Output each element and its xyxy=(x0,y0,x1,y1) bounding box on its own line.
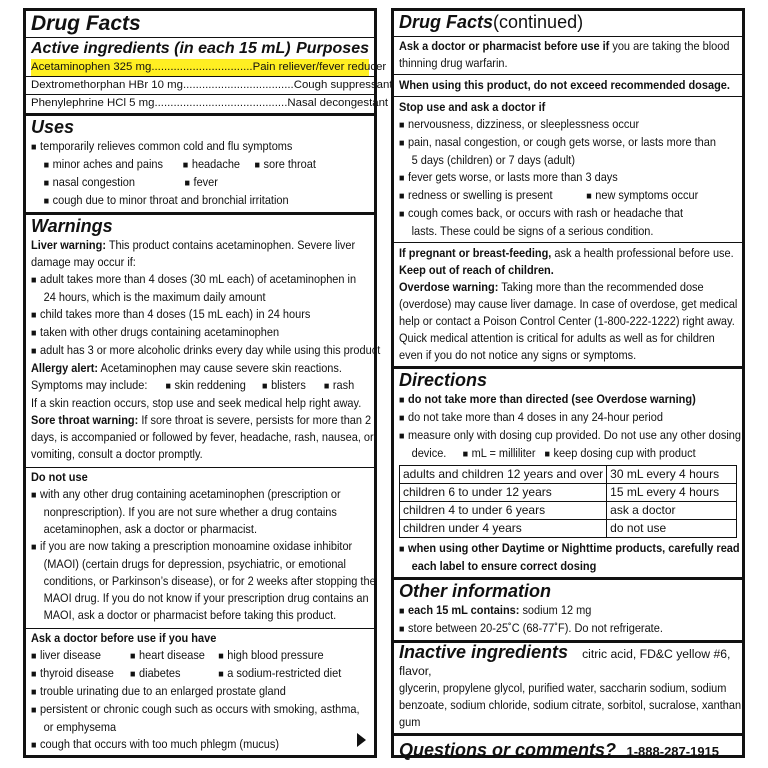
use-item: ■ nasal congestion■ fever xyxy=(31,174,381,192)
continued-warnings-section xyxy=(394,11,742,369)
table-row: adults and children 12 years and over 30 mL every 4 hours xyxy=(400,466,737,484)
stop-use-item: ■ nervousness, dizziness, or sleeplessness occur xyxy=(399,116,737,134)
dosage-table xyxy=(399,465,737,538)
phone-number: 1-888-287-1915 xyxy=(626,744,720,759)
uses-title: Uses xyxy=(31,117,75,137)
allergy-alert: Allergy alert: Acetaminophen may cause severe skin reactions. xyxy=(31,361,342,375)
inactive-line: glycerin, propylene glycol, purified water, saccharin sodium, sodium xyxy=(399,681,727,695)
warnings-section xyxy=(26,215,381,756)
other-information-title: Other information xyxy=(399,581,551,601)
inactive-ingredients-section xyxy=(394,643,742,736)
questions-section xyxy=(394,736,742,763)
overdose-warning: Overdose warning: Taking more than the recommended dose xyxy=(399,280,704,294)
active-ingredients-section xyxy=(26,11,393,116)
ask-doctor-item: ■ trouble urinating due to an enlarged prostate gland xyxy=(31,683,369,701)
liver-bullet: ■ taken with other drugs containing acetaminophen xyxy=(31,324,369,342)
drug-facts-panel-right xyxy=(391,8,745,758)
ask-doctor-conditions: ■ liver disease■ heart disease■ high blood pressure xyxy=(31,647,369,665)
allergy-line: If a skin reaction occurs, stop use and seek medical help right away. xyxy=(31,396,362,410)
continue-arrow-icon xyxy=(357,733,366,747)
stop-use-line: 5 days (children) or 7 days (adult) xyxy=(411,153,575,167)
when-using-text: When using this product, do not exceed recommended dosage. xyxy=(399,78,730,92)
ingredient-row: Dextromethorphan HBr 10 mg...................................Cough suppressant xyxy=(31,79,393,91)
stop-use-item: ■ fever gets worse, or lasts more than 3 days xyxy=(399,169,737,187)
directions-item: ■ do not take more than 4 doses in any 24-hour period xyxy=(399,409,737,427)
pregnant-warning: If pregnant or breast-feeding, ask a health professional before use. xyxy=(399,246,734,260)
ask-pharmacist: Ask a doctor or pharmacist before use if you are taking the blood xyxy=(399,39,730,53)
directions-item: ■ do not take more than directed (see Overdose warning) xyxy=(399,391,737,409)
directions-item: ■ when using other Daytime or Nighttime products, carefully read xyxy=(399,540,737,558)
other-info-item: ■ store between 20-25˚C (68-77˚F). Do not refrigerate. xyxy=(399,620,737,638)
other-info-item: ■ each 15 mL contains: sodium 12 mg xyxy=(399,602,737,620)
purposes-header: Purposes xyxy=(296,40,369,57)
drug-facts-panel-left xyxy=(23,8,393,758)
drug-facts-title: Drug Facts xyxy=(31,12,141,35)
ask-doctor-line: or emphysema xyxy=(43,720,117,734)
ask-doctor-item: ■ cough that occurs with too much phlegm (mucus) xyxy=(31,736,369,754)
do-not-use-line: (MAOI) (certain drugs for depression, psychiatric, or emotional xyxy=(43,557,346,571)
ask-doctor-item: ■ persistent or chronic cough such as occurs with smoking, asthma, xyxy=(31,701,369,719)
use-item: ■ cough due to minor throat and bronchial irritation xyxy=(31,192,381,210)
other-information-section xyxy=(394,580,742,643)
ask-doctor-conditions: ■ thyroid disease■ diabetes■ a sodium-restricted diet xyxy=(31,665,369,683)
overdose-line: (overdose) may cause liver damage. In case of overdose, get medical xyxy=(399,297,738,311)
questions-title: Questions or comments? xyxy=(399,740,617,760)
stop-use-title: Stop use and ask a doctor if xyxy=(399,100,546,114)
liver-bullet-cont: 24 hours, which is the maximum daily amount xyxy=(43,290,266,304)
use-item: ■ minor aches and pains■ headache■ sore throat xyxy=(31,156,381,174)
active-ingredients-header: Active ingredients (in each 15 mL) xyxy=(31,40,291,57)
warnings-title: Warnings xyxy=(31,216,113,236)
ask-pharmacist-line: thinning drug warfarin. xyxy=(399,56,508,70)
do-not-use-line: acetaminophen, ask a doctor or pharmacist. xyxy=(43,522,257,536)
uses-section xyxy=(26,116,374,215)
use-item: ■ temporarily relieves common cold and flu symptoms xyxy=(31,138,369,156)
do-not-use-line: nonprescription). If you are not sure whether a drug contains xyxy=(43,505,337,519)
do-not-use-line: MAOI, ask a doctor or pharmacist before taking this product. xyxy=(43,608,337,622)
table-row: children under 4 years do not use xyxy=(400,520,737,538)
inactive-ingredients-first-line: Inactive ingredients citric acid, FD&C yellow #6, flavor, xyxy=(399,642,731,678)
drug-facts-continued-title: Drug Facts(continued) xyxy=(399,12,584,32)
table-row: children 4 to under 6 years ask a doctor xyxy=(400,502,737,520)
overdose-line: help or contact a Poison Control Center (1-800-222-1222) right away. xyxy=(399,314,735,328)
directions-section xyxy=(394,369,742,580)
sore-throat-line: days, is accompanied or followed by fever, headache, rash, nausea, or xyxy=(31,430,374,444)
do-not-use-item: ■ with any other drug containing acetaminophen (prescription or xyxy=(31,486,369,504)
do-not-use-title: Do not use xyxy=(31,470,88,484)
inactive-line: gum xyxy=(399,715,421,729)
liver-bullet: ■ adult has 3 or more alcoholic drinks every day while using this product xyxy=(31,342,369,360)
do-not-use-item: ■ if you are now taking a prescription monoamine oxidase inhibitor xyxy=(31,538,369,556)
liver-bullet: ■ child takes more than 4 doses (15 mL each) in 24 hours xyxy=(31,306,369,324)
directions-line: each label to ensure correct dosing xyxy=(411,559,597,573)
keep-out-text: Keep out of reach of children. xyxy=(399,263,554,277)
overdose-line: even if you do not notice any signs or symptoms. xyxy=(399,348,637,362)
sore-throat-line: vomiting, consult a doctor promptly. xyxy=(31,447,203,461)
ingredient-row: Phenylephrine HCl 5 mg..........................................Nasal decongestant xyxy=(31,97,389,109)
do-not-use-line: conditions, or Parkinson’s disease), or for 2 weeks after stopping the xyxy=(43,574,376,588)
directions-line: device.■ mL = milliliter■ keep dosing cup with product xyxy=(399,445,749,463)
allergy-symptoms: Symptoms may include:■ skin reddening■ blisters■ rash xyxy=(31,377,369,395)
ask-doctor-title: Ask a doctor before use if you have xyxy=(31,631,217,645)
liver-warning: Liver warning: This product contains acetaminophen. Severe liver xyxy=(31,238,356,252)
directions-title: Directions xyxy=(399,370,488,390)
sore-throat-warning: Sore throat warning: If sore throat is severe, persists for more than 2 xyxy=(31,413,372,427)
stop-use-line: lasts. These could be signs of a serious condition. xyxy=(411,224,654,238)
stop-use-item: ■ redness or swelling is present■ new symptoms occur xyxy=(399,187,737,205)
stop-use-item: ■ cough comes back, or occurs with rash or headache that xyxy=(399,205,737,223)
stop-use-item: ■ pain, nasal congestion, or cough gets worse, or lasts more than xyxy=(399,134,737,152)
inactive-line: benzoate, sodium chloride, sodium citrate, sorbitol, sucralose, xanthan xyxy=(399,698,742,712)
ingredient-row: Acetaminophen 325 mg................................Pain reliever/fever reducer xyxy=(31,59,369,76)
do-not-use-line: MAOI drug. If you do not know if your prescription drug contains an xyxy=(43,591,369,605)
table-row: children 6 to under 12 years 15 mL every 4 hours xyxy=(400,484,737,502)
directions-item: ■ measure only with dosing cup provided. Do not use any other dosing xyxy=(399,427,737,445)
liver-bullet: ■ adult takes more than 4 doses (30 mL each) of acetaminophen in xyxy=(31,271,369,289)
overdose-line: Quick medical attention is critical for adults as well as for children xyxy=(399,331,715,345)
liver-warning-line: damage may occur if: xyxy=(31,255,136,269)
